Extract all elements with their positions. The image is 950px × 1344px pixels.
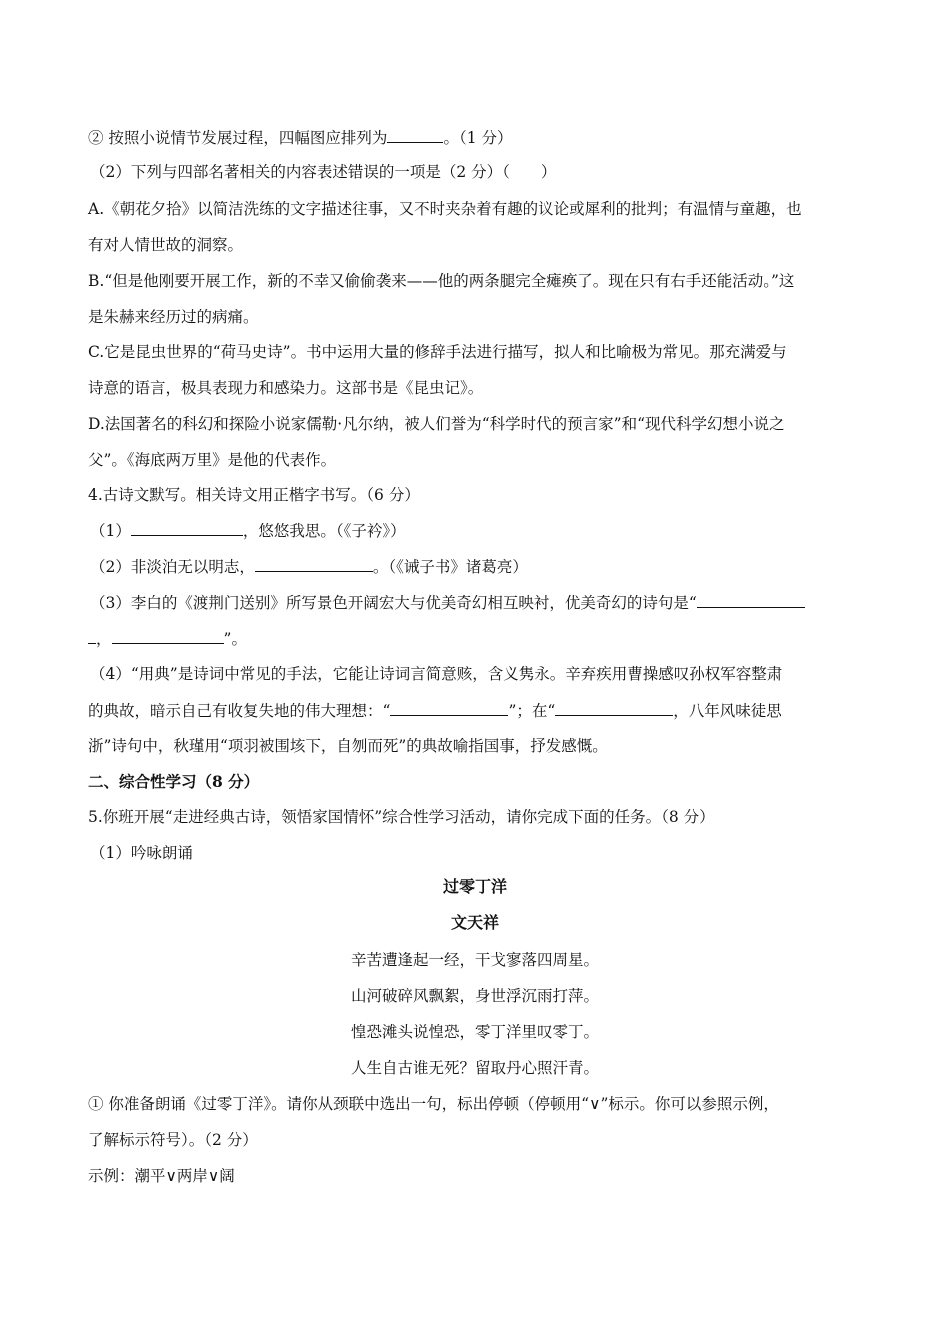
section-2-heading: 二、综合性学习（8 分） — [88, 772, 260, 791]
answer-blank[interactable] — [390, 700, 508, 716]
question-2-stem: （2）下列与四部名著相关的内容表述错误的一项是（2 分）（ ） — [90, 163, 557, 181]
option-b-line-2: 是朱赫来经历过的病痛。 — [88, 308, 259, 326]
answer-blank[interactable] — [255, 556, 373, 572]
q4-item-4-line-2: 的典故，暗示自己有收复失地的伟大理想：“ ”；在“ ，八年风味徒思 — [88, 702, 782, 720]
answer-blank[interactable] — [387, 127, 443, 143]
answer-blank[interactable] — [555, 700, 673, 716]
q5-example: 示例：潮平∨两岸∨阔 — [88, 1167, 235, 1185]
answer-blank[interactable] — [131, 520, 243, 536]
question-arrange-order: ② 按照小说情节发展过程，四幅图应排列为 。（1 分） — [88, 129, 513, 147]
option-a-line-1: A.《朝花夕拾》以简洁洗练的文字描述往事，又不时夹杂着有趣的议论或犀利的批判；有温情与童趣，也 — [88, 200, 802, 218]
poem-line: 人生自古谁无死？留取丹心照汗青。 — [350, 1059, 599, 1077]
option-d-line-2: 父”。《海底两万里》是他的代表作。 — [88, 451, 337, 469]
q4-item-4-line-3: 浙”诗句中，秋瑾用“项羽被围垓下，自刎而死”的典故喻指国事，抒发感慨。 — [88, 737, 608, 755]
q5-sub-1: （1）吟咏朗诵 — [90, 844, 193, 862]
answer-blank[interactable] — [112, 628, 224, 644]
option-b-line-1: B.“但是他刚要开展工作，新的不幸又偷偷袭来——他的两条腿完全瘫痪了。现在只有右手还能活动。”这 — [88, 272, 795, 290]
q4-item-1: （1） ，悠悠我思。（《子衿》） — [90, 522, 406, 540]
q4-item-3-line-1: （3）李白的《渡荆门送别》所写景色开阔宏大与优美奇幻相互映衬，优美奇幻的诗句是“ — [90, 592, 865, 613]
poem-line: 山河破碎风飘絮，身世浮沉雨打萍。 — [350, 987, 599, 1005]
poem-line: 惶恐滩头说惶恐，零丁洋里叹零丁。 — [350, 1023, 599, 1041]
q4-item-2: （2）非淡泊无以明志， 。（《诫子书》诸葛亮） — [90, 558, 528, 576]
q4-item-3-line-2: ， ”。 — [88, 628, 863, 649]
poem-title: 过零丁洋 — [442, 877, 507, 896]
poem-author: 文天祥 — [450, 913, 499, 932]
option-d-line-1: D.法国著名的科幻和探险小说家儒勒·凡尔纳，被人们誉为“科学时代的预言家”和“现代科学幻想小说之 — [88, 415, 785, 433]
poem-line: 辛苦遭逢起一经，干戈寥落四周星。 — [350, 951, 599, 969]
option-c-line-2: 诗意的语言，极具表现力和感染力。这部书是《昆虫记》。 — [88, 379, 484, 397]
question-4-stem: 4.古诗文默写。相关诗文用正楷字书写。（6 分） — [88, 486, 420, 504]
answer-blank[interactable] — [88, 628, 96, 644]
option-c-line-1: C.它是昆虫世界的“荷马史诗”。书中运用大量的修辞手法进行描写，拟人和比喻极为常见。那充满爱与 — [88, 343, 787, 361]
option-a-line-2: 有对人情世故的洞察。 — [88, 236, 244, 254]
q5-task-1-line-2: 了解标示符号）。（2 分） — [88, 1131, 258, 1149]
q4-item-4-line-1: （4）“用典”是诗词中常见的手法，它能让诗词言简意赅，含义隽永。辛弃疾用曹操感叹孙权军容整肃 — [90, 665, 783, 683]
question-5-stem: 5.你班开展“走进经典古诗，领悟家国情怀”综合性学习活动，请你完成下面的任务。（8 分） — [88, 808, 715, 826]
q5-task-1-line-1: ① 你准备朗诵《过零丁洋》。请你从颈联中选出一句，标出停顿（停顿用“∨”标示。你可以参照示例， — [88, 1095, 779, 1113]
answer-blank[interactable] — [697, 592, 805, 608]
